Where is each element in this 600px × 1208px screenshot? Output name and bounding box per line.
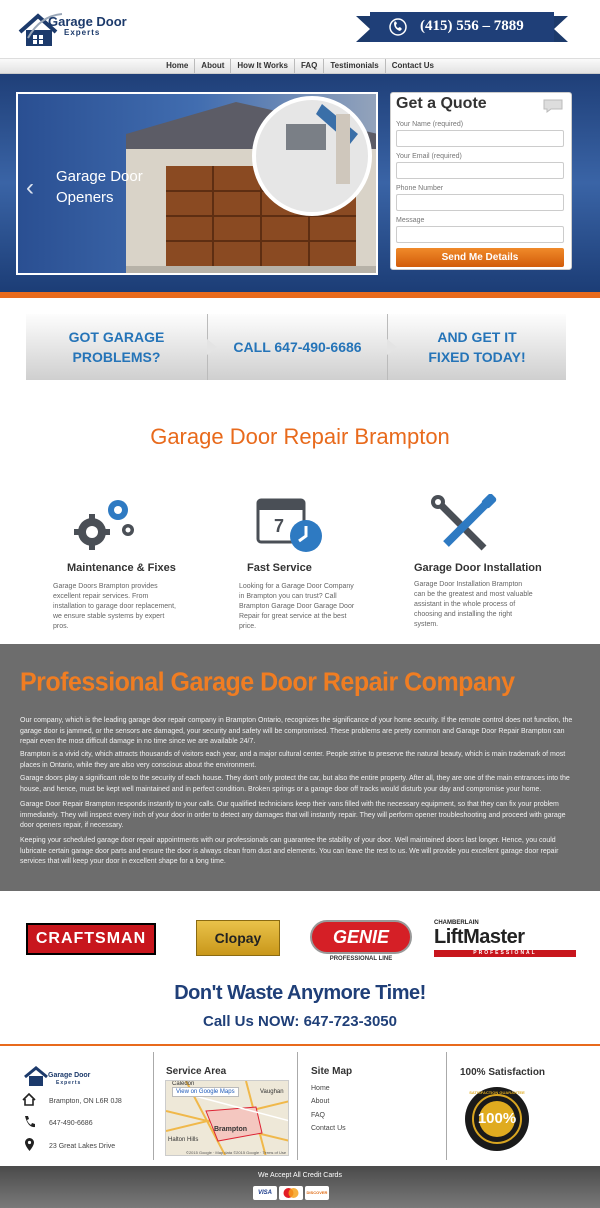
email-label: Your Email (required) xyxy=(396,153,462,160)
slider-prev-button[interactable]: ‹ xyxy=(26,174,34,201)
footer-phone[interactable]: 647-490-6686 xyxy=(49,1120,93,1127)
logo-text: Garage Door xyxy=(48,14,127,29)
footer-logo-subtext: Experts xyxy=(56,1080,82,1086)
quote-form xyxy=(390,92,572,270)
clopay-logo: Clopay xyxy=(196,920,280,956)
feature-title: Garage Door Installation xyxy=(414,562,542,574)
sitemap-link-faq[interactable]: FAQ xyxy=(311,1112,326,1119)
main-nav xyxy=(0,58,600,74)
sitemap-link-home[interactable]: Home xyxy=(311,1085,330,1092)
message-textarea[interactable] xyxy=(396,226,564,243)
paragraph: Garage doors play a significant role to the security of each house. They don't only protect the car, but also the entire property. After all, they are one of the main entrances into the house, and hence, must be kept well maintained and in perfect condition. Broken springs or a garage door off tracks would disturb your day and compromise your home. xyxy=(20,775,570,793)
map-label: Vaughan xyxy=(260,1089,284,1095)
chat-bubble-icon xyxy=(543,99,563,113)
phone-input[interactable] xyxy=(396,194,564,211)
view-google-maps-link[interactable]: View on Google Maps xyxy=(172,1087,239,1097)
band-arrow-icon xyxy=(387,339,397,355)
footer-divider-line xyxy=(446,1052,447,1160)
nav-faq[interactable]: FAQ xyxy=(295,59,324,73)
problems-banner xyxy=(26,314,566,380)
name-label: Your Name (required) xyxy=(396,121,464,128)
phone-icon xyxy=(23,1115,35,1129)
mastercard-icon xyxy=(279,1186,303,1200)
paragraph: Keeping your scheduled garage door repair appointments with our professionals can guarantee the stability of your door. Well maintained doors last longer. Hence, you could lubricate certain garage door parts and ensure the door is always clean from dust and elements. You can leave the rest to us. We will provide you excellent garage door repair services that will keep your door in excellent shape for a long time. xyxy=(20,837,559,865)
cta-heading: Don't Waste Anymore Time! xyxy=(174,982,426,1004)
phone-label: Phone Number xyxy=(396,185,444,192)
name-input[interactable] xyxy=(396,130,564,147)
cta-phone[interactable]: Call Us NOW: 647-723-3050 xyxy=(203,1013,397,1030)
logo-subtext: Experts xyxy=(64,28,101,37)
gears-icon xyxy=(72,496,140,554)
service-area-map[interactable] xyxy=(165,1080,289,1156)
sitemap-title: Site Map xyxy=(311,1066,353,1077)
sitemap-link-contact[interactable]: Contact Us xyxy=(311,1125,346,1132)
footer-address: Brampton, ON L6R 0J8 xyxy=(49,1098,122,1105)
nav-about[interactable]: About xyxy=(195,59,231,73)
feature-text: Looking for a Garage Door Company in Brampton you can trust? Call Brampton Garage Door Garage Door Repair for great service at the best price. xyxy=(239,583,355,630)
professional-heading: Professional Garage Door Repair Company xyxy=(20,667,515,697)
home-icon xyxy=(22,1093,36,1106)
nav-contact[interactable]: Contact Us xyxy=(391,61,434,70)
call-number-text[interactable]: CALL 647-490-6686 xyxy=(207,314,387,380)
sitemap-link-about[interactable]: About xyxy=(311,1098,330,1105)
visa-card-icon: VISA xyxy=(253,1186,277,1200)
footer-street: 23 Great Lakes Drive xyxy=(49,1143,116,1150)
map-pin-icon xyxy=(24,1137,35,1152)
satisfaction-title: 100% Satisfaction xyxy=(460,1067,546,1078)
paragraph: Our company, which is the leading garage door repair company in Brampton Ontario, recognizes the significance of your home security. If the remote control does not function, the garage door is jammed, or the sensors are damaged, your security and safety will be compromised. These problems are pretty common and Garage Door Repair Brampton can repair even the most difficult damage in no time since we are available 24/7. xyxy=(20,717,573,745)
nav-testimonials[interactable]: Testimonials xyxy=(324,59,385,73)
phone-number[interactable]: (415) 556 – 7889 xyxy=(420,18,524,34)
feature-title: Fast Service xyxy=(247,562,312,574)
guarantee-seal-icon xyxy=(464,1086,530,1152)
repair-heading: Garage Door Repair Brampton xyxy=(150,424,450,449)
seal-text: 100% xyxy=(477,1110,517,1127)
nav-how-it-works[interactable]: How It Works xyxy=(231,59,295,73)
email-input[interactable] xyxy=(396,162,564,179)
quote-title: Get a Quote xyxy=(396,95,487,112)
send-details-button[interactable]: Send Me Details xyxy=(396,248,564,267)
footer-divider xyxy=(0,1044,600,1046)
genie-logo: GENIE PROFESSIONAL LINE xyxy=(310,920,412,966)
liftmaster-logo: CHAMBERLAIN LiftMaster PROFESSIONAL xyxy=(432,920,578,958)
site-header xyxy=(0,0,600,58)
tools-icon xyxy=(430,494,498,554)
footer-logo-text: Garage Door xyxy=(48,1072,91,1079)
seal-ring-text: SATISFACTION GUARANTEE xyxy=(469,1090,525,1095)
mastercard-circles xyxy=(279,1186,303,1200)
paragraph: Garage Door Repair Brampton responds instantly to your calls. Our qualified technicians keep their vans filled with the necessary equipment, so that they can fix your problem immediately. They will inspect every inch of your door in order to detect any damages that will instantly repair. They will perform opener troubleshooting and proceed with garage door openers repair, if necessary. xyxy=(20,801,566,829)
fix-today-text: AND GET IT FIXED TODAY! xyxy=(387,314,566,380)
feature-title: Maintenance & Fixes xyxy=(67,562,176,574)
map-label: Brampton xyxy=(214,1126,248,1133)
footer-divider-line xyxy=(153,1052,154,1160)
footer-logo-icon[interactable] xyxy=(24,1066,48,1086)
message-label: Message xyxy=(396,217,425,224)
hero-section xyxy=(0,74,600,298)
craftsman-logo: CRAFTSMAN xyxy=(26,923,156,955)
professional-section xyxy=(0,644,600,891)
footer-divider-line xyxy=(297,1052,298,1160)
credit-cards-text: We Accept All Credit Cards xyxy=(258,1172,342,1179)
problems-text: GOT GARAGE PROBLEMS? xyxy=(26,314,207,380)
calendar-clock-icon xyxy=(256,494,324,554)
discover-card-icon: DISCOVER xyxy=(305,1186,329,1200)
map-copyright: ©2015 Google · Map data ©2015 Google · Terms of Use xyxy=(186,1150,287,1155)
footer-bar xyxy=(0,1166,600,1208)
slide-caption: Garage Door Openers xyxy=(56,168,143,206)
paragraph: Brampton is a vivid city, which attracts thousands of visitors each year, and a major cultural center. People strive to preserve the natural beauty, which is main trademark of most places in Ontario, while they are also very conscious about the environment. xyxy=(20,751,566,769)
feature-text: Garage Door Installation Brampton can be the greatest and most valuable assistant in the whole process of choosing and installing the right system. xyxy=(414,581,533,628)
map-label: Halton Hills xyxy=(168,1137,199,1143)
map-label: Caledon xyxy=(172,1081,195,1087)
svg-text:7: 7 xyxy=(274,516,285,536)
band-arrow-icon xyxy=(207,339,217,355)
hero-slider[interactable] xyxy=(16,92,378,275)
service-area-title: Service Area xyxy=(166,1066,227,1077)
feature-text: Garage Doors Brampton provides excellent repair services. From installation to garage door replacement, we ensure stable systems by expert pros. xyxy=(53,583,176,630)
nav-home[interactable]: Home xyxy=(160,59,195,73)
